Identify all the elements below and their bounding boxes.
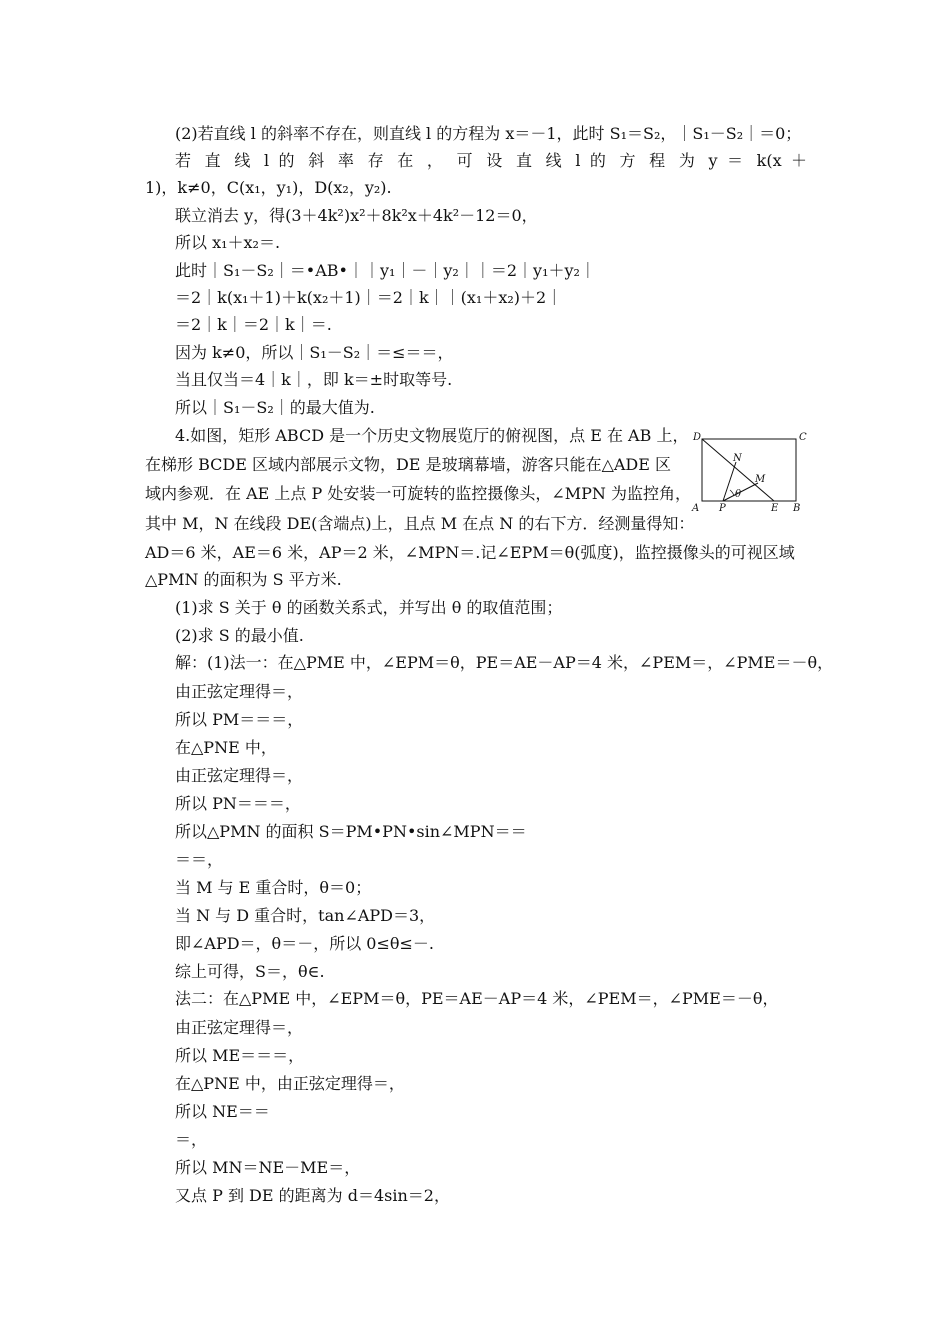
solution-line-3: 所以 PM＝＝＝， — [175, 710, 304, 729]
solution-line-11: 即∠APD＝，θ＝－，所以 0≤θ≤－. — [175, 934, 434, 953]
text-line-4: 联立消去 y，得(3＋4k²)x²＋8k²x＋4k²－12＝0， — [175, 206, 538, 225]
problem-line-4: 其中 M，N 在线段 DE(含端点)上，且点 M 在点 N 的右下方．经测量得知： — [145, 514, 695, 533]
solution-line-15: 所以 ME＝＝＝， — [175, 1046, 305, 1065]
text-line-11: 所以｜S₁－S₂｜的最大值为. — [175, 398, 375, 417]
solution-line-4: 在△PNE 中， — [175, 738, 277, 757]
label-c: C — [799, 432, 807, 443]
rectangle-outline — [702, 439, 796, 501]
solution-line-8: ＝＝， — [175, 850, 224, 869]
solution-line-14: 由正弦定理得＝， — [175, 1018, 304, 1037]
solution-line-20: 又点 P 到 DE 的距离为 d＝4sin＝2， — [175, 1186, 450, 1205]
label-a: A — [692, 503, 700, 514]
text-line-8: ＝2｜k｜＝2｜k｜＝. — [175, 315, 332, 334]
exhibition-hall-diagram — [690, 425, 812, 517]
solution-line-13: 法二：在△PME 中，∠EPM＝θ，PE＝AE－AP＝4 米，∠PEM＝，∠PME＝－θ， — [175, 989, 779, 1008]
label-m: M — [755, 474, 766, 485]
text-line-1: (2)若直线 l 的斜率不存在，则直线 l 的方程为 x＝－1，此时 S₁＝S₂，｜S₁－S₂｜＝0； — [175, 124, 802, 143]
text-line-3: 1)，k≠0，C(x₁，y₁)，D(x₂，y₂). — [145, 178, 392, 197]
solution-line-1: 解：(1)法一：在△PME 中，∠EPM＝θ，PE＝AE－AP＝4 米，∠PEM＝，∠PME＝－θ， — [175, 653, 834, 672]
question-2: (2)求 S 的最小值. — [175, 626, 304, 645]
label-n: N — [733, 453, 742, 464]
problem-line-5: AD＝6 米，AE＝6 米，AP＝2 米，∠MPN＝.记∠EPM＝θ(弧度)，监控摄像头的可视区域 — [145, 543, 795, 562]
label-d: D — [693, 432, 702, 443]
text-line-5: 所以 x₁＋x₂＝. — [175, 233, 281, 252]
question-1: (1)求 S 关于 θ 的函数关系式，并写出 θ 的取值范围； — [175, 598, 563, 617]
rectangle-abcd-figure — [690, 425, 812, 517]
solution-line-16: 在△PNE 中，由正弦定理得＝， — [175, 1074, 405, 1093]
label-e: E — [771, 503, 779, 514]
label-theta: θ — [735, 489, 742, 500]
problem-line-1: 4.如图，矩形 ABCD 是一个历史文物展览厅的俯视图，点 E 在 AB 上， — [175, 426, 689, 445]
problem-line-2: 在梯形 BCDE 区域内部展示文物，DE 是玻璃幕墙，游客只能在△ADE 区 — [145, 455, 672, 474]
angle-arc — [730, 490, 734, 496]
solution-line-2: 由正弦定理得＝， — [175, 682, 304, 701]
solution-line-5: 由正弦定理得＝， — [175, 766, 304, 785]
solution-line-18: ＝， — [175, 1130, 208, 1149]
solution-line-9: 当 M 与 E 重合时，θ＝0； — [175, 878, 372, 897]
solution-line-12: 综上可得，S＝，θ∈. — [175, 962, 325, 981]
label-b: B — [793, 503, 801, 514]
solution-line-10: 当 N 与 D 重合时，tan∠APD＝3， — [175, 906, 436, 925]
label-p: P — [719, 503, 726, 514]
text-line-10: 当且仅当＝4｜k｜，即 k＝±时取等号. — [175, 370, 453, 389]
problem-line-6: △PMN 的面积为 S 平方米. — [145, 570, 342, 589]
problem-line-3: 域内参观．在 AE 上点 P 处安装一可旋转的监控摄像头，∠MPN 为监控角， — [145, 484, 691, 503]
text-line-2: 若 直 线 l 的 斜 率 存 在 ， 可 设 直 线 l 的 方 程 为 y ＝ k(x ＋ — [175, 151, 807, 170]
solution-line-7: 所以△PMN 的面积 S＝PM•PN•sin∠MPN＝＝ — [175, 822, 527, 841]
text-line-9: 因为 k≠0，所以｜S₁－S₂｜＝≤＝＝， — [175, 343, 454, 362]
solution-line-17: 所以 NE＝＝ — [175, 1102, 270, 1121]
solution-line-6: 所以 PN＝＝＝， — [175, 794, 301, 813]
solution-line-19: 所以 MN＝NE－ME＝， — [175, 1158, 361, 1177]
text-line-7: ＝2｜k(x₁＋1)＋k(x₂＋1)｜＝2｜k｜｜(x₁＋x₂)＋2｜ — [175, 288, 563, 307]
text-line-6: 此时｜S₁－S₂｜＝•AB•｜｜y₁｜－｜y₂｜｜＝2｜y₁＋y₂｜ — [175, 261, 596, 280]
